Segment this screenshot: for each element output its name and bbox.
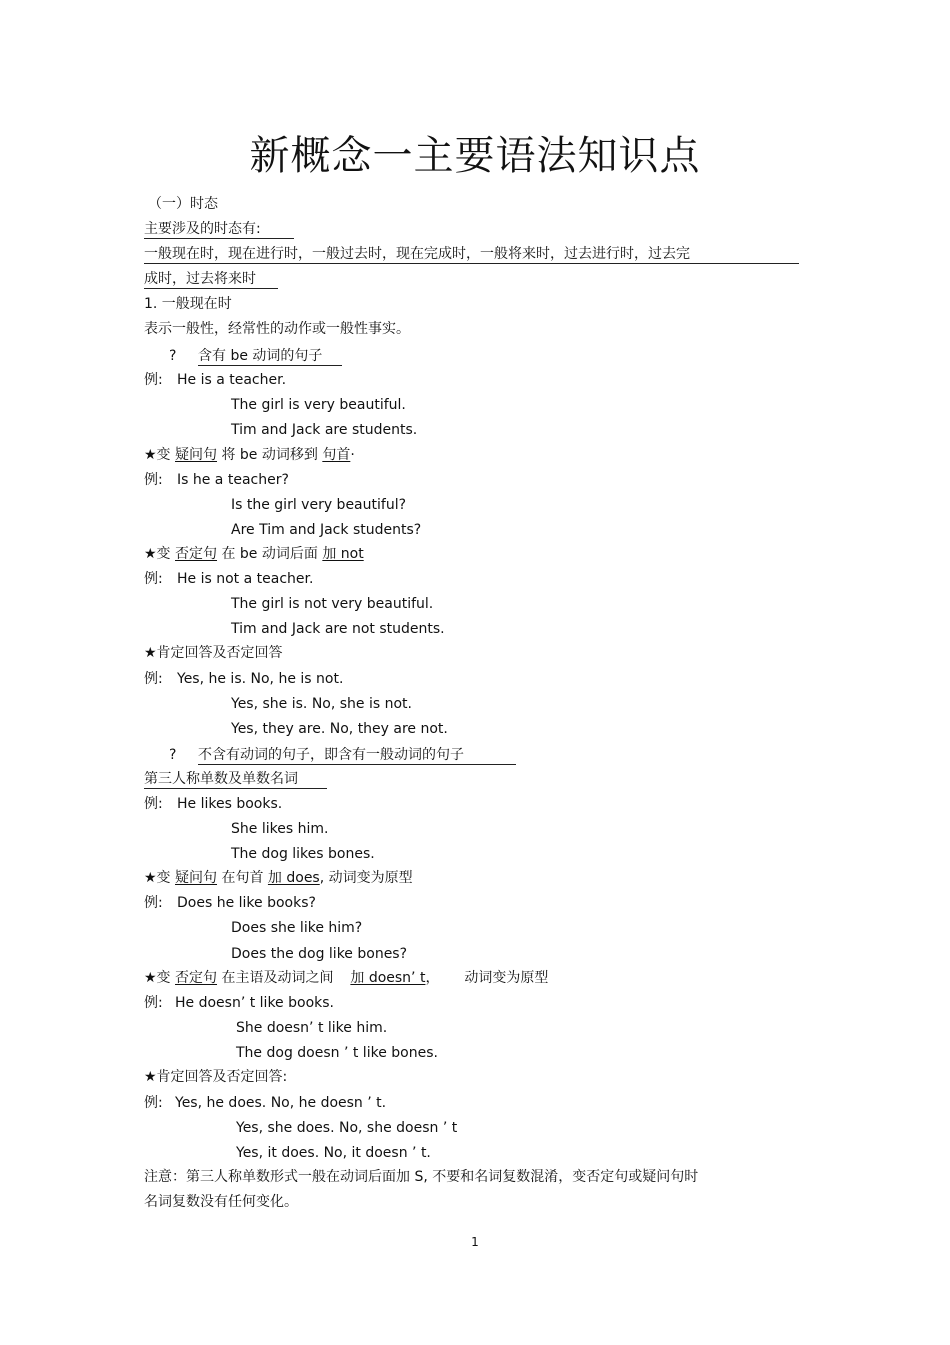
example-sentence: Is the girl very beautiful? [231, 497, 407, 513]
rule-text: · [350, 447, 355, 463]
underline-rule [144, 288, 278, 289]
example-sentence: The dog likes bones. [231, 846, 375, 862]
example-sentence: Yes, he is. No, he is not. [177, 671, 344, 687]
example-sentence: The girl is very beautiful. [231, 397, 406, 413]
definition-text: 表示一般性，经常性的动作或一般性事实。 [144, 321, 410, 337]
example-sentence: Does she like him? [231, 920, 363, 936]
rule-text: 在 be 动词后面 [221, 546, 318, 562]
bullet-mark: ? [169, 348, 177, 364]
example-label: 例: [144, 796, 163, 812]
tenses-intro: 主要涉及的时态有: [144, 221, 261, 237]
example-sentence: He is not a teacher. [177, 571, 314, 587]
rule-text: 动词变为原型 [464, 970, 549, 986]
subhead-be-verb: 含有 be 动词的句子 [198, 348, 323, 364]
keyword-sentence-start: 句首 [322, 447, 351, 463]
keyword-add-doesnt: 加 doesn’ t [350, 970, 426, 986]
example-sentence: Tim and Jack are students. [231, 422, 418, 438]
answers-heading: ★肯定回答及否定回答: [144, 1069, 288, 1085]
example-label: 例: [144, 895, 163, 911]
page-title: 新概念一主要语法知识点 [249, 133, 701, 179]
rule-question-verb [144, 869, 413, 887]
star-label: ★变 [144, 447, 171, 463]
rule-negative-be [144, 545, 364, 563]
note-line-2: 名词复数没有任何变化。 [144, 1194, 298, 1210]
example-sentence: Does he like books? [177, 895, 316, 911]
example-sentence: Yes, she does. No, she doesn ’ t [236, 1120, 458, 1136]
keyword-add-does: 加 does [267, 870, 320, 886]
rule-text: 在主语及动词之间 [221, 970, 334, 986]
example-sentence: He is a teacher. [177, 372, 287, 388]
rule-text: , 动词变为原型 [319, 870, 413, 886]
rule-negative-verb [144, 969, 548, 987]
example-sentence: Yes, they are. No, they are not. [231, 721, 448, 737]
example-sentence: He doesn’ t like books. [175, 995, 334, 1011]
example-sentence: Does the dog like bones? [231, 946, 408, 962]
third-person-heading: 第三人称单数及单数名词 [144, 771, 298, 787]
note-line-1: 注意：第三人称单数形式一般在动词后面加 S, 不要和名词复数混淆，变否定句或疑问句时 [144, 1169, 699, 1185]
keyword-question: 疑问句 [175, 447, 218, 463]
example-sentence: She likes him. [231, 821, 329, 837]
rule-text: 在句首 [221, 870, 264, 886]
example-sentence: She doesn’ t like him. [236, 1020, 388, 1036]
example-sentence: The girl is not very beautiful. [231, 596, 434, 612]
example-label: 例: [144, 571, 163, 587]
subhead-general-verb: 不含有动词的句子，即含有一般动词的句子 [198, 747, 464, 763]
bullet-mark: ? [169, 747, 177, 763]
underline-rule [198, 764, 516, 765]
star-label: ★变 [144, 546, 171, 562]
example-sentence: Tim and Jack are not students. [231, 621, 445, 637]
example-label: 例: [144, 1095, 163, 1111]
heading-simple-present: 1. 一般现在时 [144, 296, 232, 312]
example-sentence: Yes, it does. No, it doesn ’ t. [236, 1145, 431, 1161]
rule-question-be [144, 446, 355, 464]
underline-rule [144, 238, 294, 239]
example-label: 例: [144, 372, 163, 388]
example-sentence: The dog doesn ’ t like bones. [236, 1045, 438, 1061]
tenses-list-line-2: 成时，过去将来时 [144, 271, 256, 287]
rule-text: ， [425, 970, 440, 986]
example-sentence: Are Tim and Jack students? [231, 522, 422, 538]
example-sentence: Yes, she is. No, she is not. [231, 696, 412, 712]
underline-rule [144, 788, 327, 789]
example-label: 例: [144, 995, 163, 1011]
keyword-negative: 否定句 [175, 970, 218, 986]
example-sentence: Is he a teacher? [177, 472, 289, 488]
answers-heading: ★肯定回答及否定回答 [144, 645, 283, 661]
rule-text: 将 be 动词移到 [221, 447, 318, 463]
example-label: 例: [144, 671, 163, 687]
keyword-negative: 否定句 [175, 546, 218, 562]
page-number: 1 [471, 1235, 479, 1249]
example-sentence: Yes, he does. No, he doesn ’ t. [175, 1095, 387, 1111]
underline-rule [198, 365, 342, 366]
keyword-add-not: 加 not [322, 546, 364, 562]
example-label: 例: [144, 472, 163, 488]
tenses-list-line-1: 一般现在时，现在进行时，一般过去时，现在完成时，一般将来时，过去进行时，过去完 [144, 246, 690, 262]
underline-rule [144, 263, 799, 264]
example-sentence: He likes books. [177, 796, 283, 812]
star-label: ★变 [144, 970, 171, 986]
star-label: ★变 [144, 870, 171, 886]
keyword-question: 疑问句 [175, 870, 218, 886]
section-heading: （一）时态 [148, 196, 218, 212]
